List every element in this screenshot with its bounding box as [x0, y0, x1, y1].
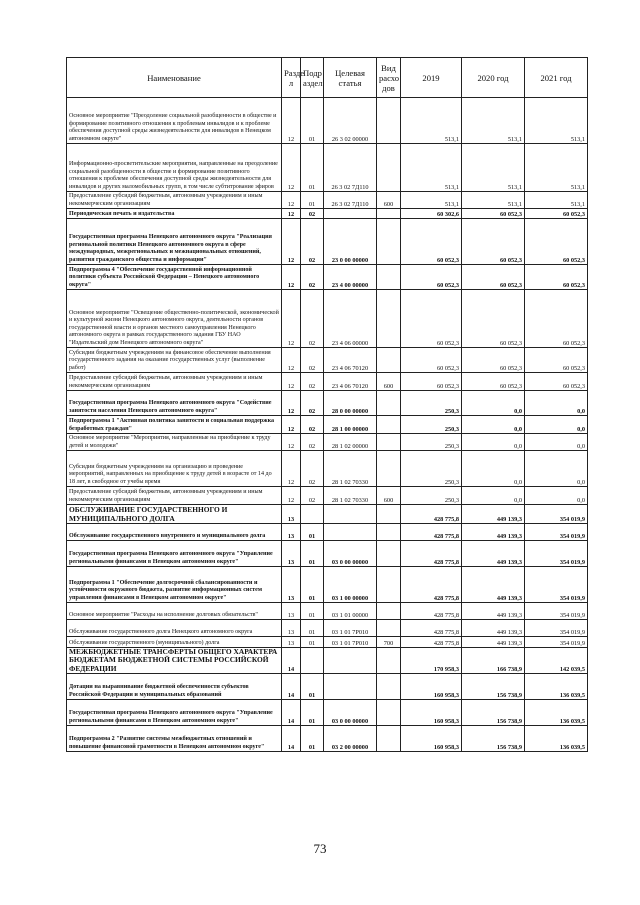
row-expense-type — [377, 348, 401, 373]
row-target-article — [324, 648, 377, 674]
table-row — [67, 541, 588, 567]
row-razdel: 14 — [282, 700, 301, 726]
row-value-2021: 136 039,5 — [525, 700, 588, 726]
row-podrazdel: 02 — [301, 290, 324, 348]
col-header-2019: 2019 — [401, 58, 462, 98]
table-row — [67, 451, 588, 487]
table-row — [67, 648, 588, 674]
row-target-article: 23 0 00 00000 — [324, 219, 377, 265]
row-value-2020: 0,0 — [462, 391, 525, 416]
row-target-article: 26 3 02 7Д110 — [324, 192, 377, 209]
row-expense-type — [377, 209, 401, 219]
table-row — [67, 290, 588, 348]
row-value-2021: 354 019,9 — [525, 567, 588, 603]
row-value-2019: 60 052,3 — [401, 290, 462, 348]
table-row — [67, 567, 588, 603]
row-name: Субсидии бюджетным учреждениям на финансовое обеспечение выполнения государственного задания на оказание государственных услуг (выполнение работ) — [67, 348, 282, 373]
row-podrazdel: 01 — [301, 603, 324, 620]
row-value-2021: 0,0 — [525, 416, 588, 434]
row-value-2020: 156 738,9 — [462, 700, 525, 726]
row-value-2019: 60 052,3 — [401, 348, 462, 373]
row-value-2020: 156 738,9 — [462, 674, 525, 700]
row-expense-type — [377, 434, 401, 451]
row-razdel: 13 — [282, 541, 301, 567]
row-value-2020: 449 139,3 — [462, 524, 525, 541]
row-value-2021: 136 039,5 — [525, 726, 588, 752]
row-value-2020: 449 139,3 — [462, 620, 525, 637]
row-value-2019: 160 958,3 — [401, 726, 462, 752]
row-razdel: 14 — [282, 726, 301, 752]
row-value-2021: 513,1 — [525, 192, 588, 209]
row-podrazdel: 02 — [301, 434, 324, 451]
table-row — [67, 219, 588, 265]
row-target-article: 03 1 01 00000 — [324, 603, 377, 620]
row-target-article — [324, 524, 377, 541]
row-value-2019: 250,3 — [401, 451, 462, 487]
row-podrazdel: 01 — [301, 567, 324, 603]
row-expense-type — [377, 391, 401, 416]
row-name: Основное мероприятие "Расходы на исполнение долговых обязательств" — [67, 603, 282, 620]
row-value-2020: 0,0 — [462, 487, 525, 505]
row-name: Подпрограмма 1 "Активная политика занятости и социальная поддержка безработных граждан" — [67, 416, 282, 434]
row-expense-type — [377, 674, 401, 700]
table-row — [67, 524, 588, 541]
row-razdel: 12 — [282, 192, 301, 209]
row-target-article: 03 1 00 00000 — [324, 567, 377, 603]
table-row — [67, 726, 588, 752]
row-value-2021: 354 019,9 — [525, 524, 588, 541]
col-header-name: Наименование — [67, 58, 282, 98]
table-row — [67, 487, 588, 505]
row-value-2021: 60 052,3 — [525, 348, 588, 373]
row-value-2020: 449 139,3 — [462, 541, 525, 567]
row-expense-type — [377, 700, 401, 726]
row-value-2021: 513,1 — [525, 144, 588, 192]
row-expense-type: 600 — [377, 487, 401, 505]
row-razdel: 13 — [282, 637, 301, 648]
row-value-2019: 60 052,3 — [401, 373, 462, 391]
row-value-2020: 0,0 — [462, 416, 525, 434]
row-name: Предоставление субсидий бюджетным, автономным учреждениям и иным некоммерческим организациям — [67, 192, 282, 209]
row-name: Государственная программа Ненецкого автономного округа "Реализация региональной политики Ненецкого автономного округа в сфере международных, межрегиональных и межнациональных отношений, развития гражданского общества и информации" — [67, 219, 282, 265]
row-value-2019: 60 052,3 — [401, 265, 462, 290]
row-target-article — [324, 209, 377, 219]
row-value-2019: 250,3 — [401, 416, 462, 434]
row-name: Обслуживание государственного внутреннего и муниципального долга — [67, 524, 282, 541]
row-value-2021: 354 019,9 — [525, 505, 588, 524]
row-value-2021: 513,1 — [525, 98, 588, 144]
row-value-2019: 513,1 — [401, 98, 462, 144]
row-name: Государственная программа Ненецкого автономного округа "Содействие занятости населения Ненецкого автономного округа" — [67, 391, 282, 416]
row-value-2019: 513,1 — [401, 144, 462, 192]
row-podrazdel: 01 — [301, 674, 324, 700]
row-target-article: 26 3 02 7Д110 — [324, 144, 377, 192]
row-podrazdel: 01 — [301, 524, 324, 541]
row-podrazdel: 01 — [301, 192, 324, 209]
row-expense-type: 600 — [377, 192, 401, 209]
table-row — [67, 265, 588, 290]
row-expense-type — [377, 290, 401, 348]
row-value-2021: 0,0 — [525, 451, 588, 487]
row-value-2019: 250,3 — [401, 391, 462, 416]
row-podrazdel — [301, 648, 324, 674]
row-value-2019: 60 052,3 — [401, 219, 462, 265]
table-row — [67, 348, 588, 373]
row-name: МЕЖБЮДЖЕТНЫЕ ТРАНСФЕРТЫ ОБЩЕГО ХАРАКТЕРА БЮДЖЕТАМ БЮДЖЕТНОЙ СИСТЕМЫ РОССИЙСКОЙ ФЕДЕРАЦИИ — [67, 648, 282, 674]
table-row — [67, 209, 588, 219]
row-target-article: 03 1 01 7Р010 — [324, 637, 377, 648]
row-razdel: 12 — [282, 434, 301, 451]
row-expense-type — [377, 219, 401, 265]
row-value-2021: 0,0 — [525, 391, 588, 416]
row-target-article: 28 1 02 00000 — [324, 434, 377, 451]
row-target-article: 03 2 00 00000 — [324, 726, 377, 752]
col-header-razdel: Разде л — [282, 58, 301, 98]
table-row — [67, 144, 588, 192]
row-target-article: 03 0 00 00000 — [324, 700, 377, 726]
row-expense-type — [377, 98, 401, 144]
row-expense-type: 600 — [377, 373, 401, 391]
table-row — [67, 391, 588, 416]
row-value-2021: 60 052,3 — [525, 219, 588, 265]
row-podrazdel: 02 — [301, 209, 324, 219]
col-header-vid: Вид расхо дов — [377, 58, 401, 98]
table-row — [67, 98, 588, 144]
row-target-article: 28 1 00 00000 — [324, 416, 377, 434]
row-podrazdel: 02 — [301, 416, 324, 434]
row-value-2019: 250,3 — [401, 434, 462, 451]
table-header-row — [67, 58, 588, 98]
row-value-2021: 60 052,3 — [525, 265, 588, 290]
table-row — [67, 416, 588, 434]
row-name: Основное мероприятие "Преодоление социальной разобщенности в обществе и формирование позитивного отношения к проблемам инвалидов и к проблеме обеспечения доступной среды жизнедеятельности для инвалидов в Ненецком автономном округе" — [67, 98, 282, 144]
row-expense-type — [377, 648, 401, 674]
row-value-2021: 354 019,9 — [525, 620, 588, 637]
row-value-2020: 449 139,3 — [462, 603, 525, 620]
row-target-article — [324, 505, 377, 524]
row-name: Государственная программа Ненецкого автономного округа "Управление региональными финансами в Ненецком автономном округе" — [67, 541, 282, 567]
row-value-2020: 156 738,9 — [462, 726, 525, 752]
row-value-2019: 428 775,8 — [401, 637, 462, 648]
row-razdel: 12 — [282, 391, 301, 416]
row-razdel: 12 — [282, 209, 301, 219]
row-value-2021: 60 052,3 — [525, 290, 588, 348]
row-expense-type — [377, 603, 401, 620]
row-razdel: 12 — [282, 144, 301, 192]
row-podrazdel: 02 — [301, 348, 324, 373]
row-name: ОБСЛУЖИВАНИЕ ГОСУДАРСТВЕННОГО И МУНИЦИПАЛЬНОГО ДОЛГА — [67, 505, 282, 524]
row-expense-type — [377, 726, 401, 752]
row-value-2020: 449 139,3 — [462, 567, 525, 603]
row-podrazdel: 02 — [301, 219, 324, 265]
row-value-2019: 428 775,8 — [401, 603, 462, 620]
table-row — [67, 603, 588, 620]
row-podrazdel: 01 — [301, 726, 324, 752]
table-row — [67, 674, 588, 700]
row-value-2020: 0,0 — [462, 451, 525, 487]
row-value-2019: 428 775,8 — [401, 505, 462, 524]
row-razdel: 13 — [282, 524, 301, 541]
row-podrazdel: 02 — [301, 487, 324, 505]
col-header-podrazdel: Подр аздел — [301, 58, 324, 98]
row-name: Основное мероприятие "Освещение общественно-политической, экономической и культурной жизни Ненецкого автономного округа, деятельности органов государственной власти и органов местного самоуправления Ненецкого автономного округа в рамках государственного задания ГБУ НАО "Издательский дом Ненецкого автономного округа" — [67, 290, 282, 348]
row-podrazdel: 01 — [301, 541, 324, 567]
row-razdel: 12 — [282, 290, 301, 348]
row-value-2020: 513,1 — [462, 192, 525, 209]
row-name: Подпрограмма 2 "Развитие системы межбюджетных отношений и повышение финансовой грамотности в Ненецком автономном округе" — [67, 726, 282, 752]
row-expense-type — [377, 567, 401, 603]
row-target-article: 03 0 00 00000 — [324, 541, 377, 567]
row-value-2020: 60 052,3 — [462, 219, 525, 265]
row-target-article: 28 0 00 00000 — [324, 391, 377, 416]
row-expense-type — [377, 416, 401, 434]
row-podrazdel: 01 — [301, 637, 324, 648]
row-value-2020: 60 052,3 — [462, 265, 525, 290]
row-target-article: 28 1 02 70330 — [324, 487, 377, 505]
row-value-2021: 0,0 — [525, 487, 588, 505]
row-podrazdel: 02 — [301, 265, 324, 290]
row-podrazdel: 02 — [301, 391, 324, 416]
row-razdel: 12 — [282, 348, 301, 373]
row-name: Основное мероприятие "Мероприятия, направленные на приобщение к труду детей и молодежи" — [67, 434, 282, 451]
row-value-2019: 428 775,8 — [401, 524, 462, 541]
row-razdel: 14 — [282, 674, 301, 700]
row-razdel: 13 — [282, 505, 301, 524]
row-target-article: 23 4 06 00000 — [324, 290, 377, 348]
row-value-2020: 513,1 — [462, 98, 525, 144]
row-razdel: 13 — [282, 603, 301, 620]
row-name: Обслуживание государственного (муниципального) долга — [67, 637, 282, 648]
table-body — [67, 98, 588, 752]
row-value-2021: 354 019,9 — [525, 603, 588, 620]
row-podrazdel: 02 — [301, 451, 324, 487]
row-razdel: 12 — [282, 219, 301, 265]
row-razdel: 12 — [282, 98, 301, 144]
row-name: Информационно-просветительские мероприятия, направленные на преодоление социальной разобщенности в обществе и формирование позитивного отношения к проблеме обеспечения доступной среды жизнедеятельности для инвалидов и других маломобильных групп, в том числе субтитрование эфиров — [67, 144, 282, 192]
row-value-2020: 60 052,3 — [462, 373, 525, 391]
row-value-2020: 0,0 — [462, 434, 525, 451]
row-value-2019: 513,1 — [401, 192, 462, 209]
row-expense-type: 700 — [377, 637, 401, 648]
row-podrazdel: 01 — [301, 98, 324, 144]
row-value-2020: 166 738,9 — [462, 648, 525, 674]
row-name: Подпрограмма 1 "Обеспечение долгосрочной сбалансированности и устойчивости окружного бюджета, развитие информационных систем управления финансами в Ненецком автономном округе" — [67, 567, 282, 603]
row-expense-type — [377, 620, 401, 637]
row-expense-type — [377, 144, 401, 192]
row-value-2019: 160 958,3 — [401, 674, 462, 700]
row-value-2019: 170 958,3 — [401, 648, 462, 674]
row-target-article: 23 4 00 00000 — [324, 265, 377, 290]
row-target-article: 26 3 02 00000 — [324, 98, 377, 144]
row-target-article: 03 1 01 7Р010 — [324, 620, 377, 637]
col-header-2021: 2021 год — [525, 58, 588, 98]
table-row — [67, 700, 588, 726]
col-header-target: Целевая статья — [324, 58, 377, 98]
row-podrazdel: 01 — [301, 700, 324, 726]
row-expense-type — [377, 541, 401, 567]
row-razdel: 12 — [282, 265, 301, 290]
row-name: Предоставление субсидий бюджетным, автономным учреждениям и иным некоммерческим организациям — [67, 487, 282, 505]
row-value-2019: 160 958,3 — [401, 700, 462, 726]
row-razdel: 13 — [282, 620, 301, 637]
row-expense-type — [377, 451, 401, 487]
row-razdel: 14 — [282, 648, 301, 674]
row-value-2021: 60 052,3 — [525, 373, 588, 391]
row-name: Периодическая печать и издательства — [67, 209, 282, 219]
row-value-2020: 60 052,3 — [462, 209, 525, 219]
row-razdel: 12 — [282, 487, 301, 505]
row-value-2019: 428 775,8 — [401, 567, 462, 603]
row-razdel: 12 — [282, 373, 301, 391]
row-value-2021: 136 039,5 — [525, 674, 588, 700]
row-expense-type — [377, 524, 401, 541]
table-row — [67, 505, 588, 524]
row-podrazdel — [301, 505, 324, 524]
row-name: Предоставление субсидий бюджетным, автономным учреждениям и иным некоммерческим организациям — [67, 373, 282, 391]
table-row — [67, 192, 588, 209]
row-podrazdel: 01 — [301, 620, 324, 637]
row-podrazdel: 02 — [301, 373, 324, 391]
row-target-article — [324, 674, 377, 700]
row-value-2019: 60 302,6 — [401, 209, 462, 219]
row-name: Подпрограмма 4 "Обеспечение государственной информационной политики субъекта Российской Федерации – Ненецкого автономного округа" — [67, 265, 282, 290]
col-header-2020: 2020 год — [462, 58, 525, 98]
row-value-2021: 0,0 — [525, 434, 588, 451]
row-value-2019: 250,3 — [401, 487, 462, 505]
row-razdel: 12 — [282, 451, 301, 487]
row-target-article: 23 4 06 70120 — [324, 373, 377, 391]
row-value-2020: 60 052,3 — [462, 290, 525, 348]
row-razdel: 13 — [282, 567, 301, 603]
row-podrazdel: 01 — [301, 144, 324, 192]
row-target-article: 28 1 02 70330 — [324, 451, 377, 487]
row-expense-type — [377, 505, 401, 524]
row-value-2020: 449 139,3 — [462, 637, 525, 648]
row-value-2020: 449 139,3 — [462, 505, 525, 524]
row-value-2021: 354 019,9 — [525, 637, 588, 648]
page-number: 73 — [313, 841, 327, 856]
row-name: Государственная программа Ненецкого автономного округа "Управление региональными финансами в Ненецком автономном округе" — [67, 700, 282, 726]
table-row — [67, 637, 588, 648]
row-name: Субсидии бюджетным учреждениям на организацию и проведение мероприятий, направленных на приобщение к труду детей в возрасте от 14 до 18 лет, в свободное от учебы время — [67, 451, 282, 487]
row-value-2021: 142 039,5 — [525, 648, 588, 674]
budget-table — [66, 57, 588, 752]
row-value-2019: 428 775,8 — [401, 541, 462, 567]
row-value-2019: 428 775,8 — [401, 620, 462, 637]
table-row — [67, 434, 588, 451]
table-row — [67, 620, 588, 637]
row-value-2020: 513,1 — [462, 144, 525, 192]
row-value-2021: 354 019,9 — [525, 541, 588, 567]
row-name: Дотации на выравнивание бюджетной обеспеченности субъектов Российской Федерации и муниципальных образований — [67, 674, 282, 700]
row-value-2021: 60 052,3 — [525, 209, 588, 219]
row-expense-type — [377, 265, 401, 290]
table-row — [67, 373, 588, 391]
row-value-2020: 60 052,3 — [462, 348, 525, 373]
row-name: Обслуживание государственного долга Ненецкого автономного округа — [67, 620, 282, 637]
row-razdel: 12 — [282, 416, 301, 434]
row-target-article: 23 4 06 70120 — [324, 348, 377, 373]
